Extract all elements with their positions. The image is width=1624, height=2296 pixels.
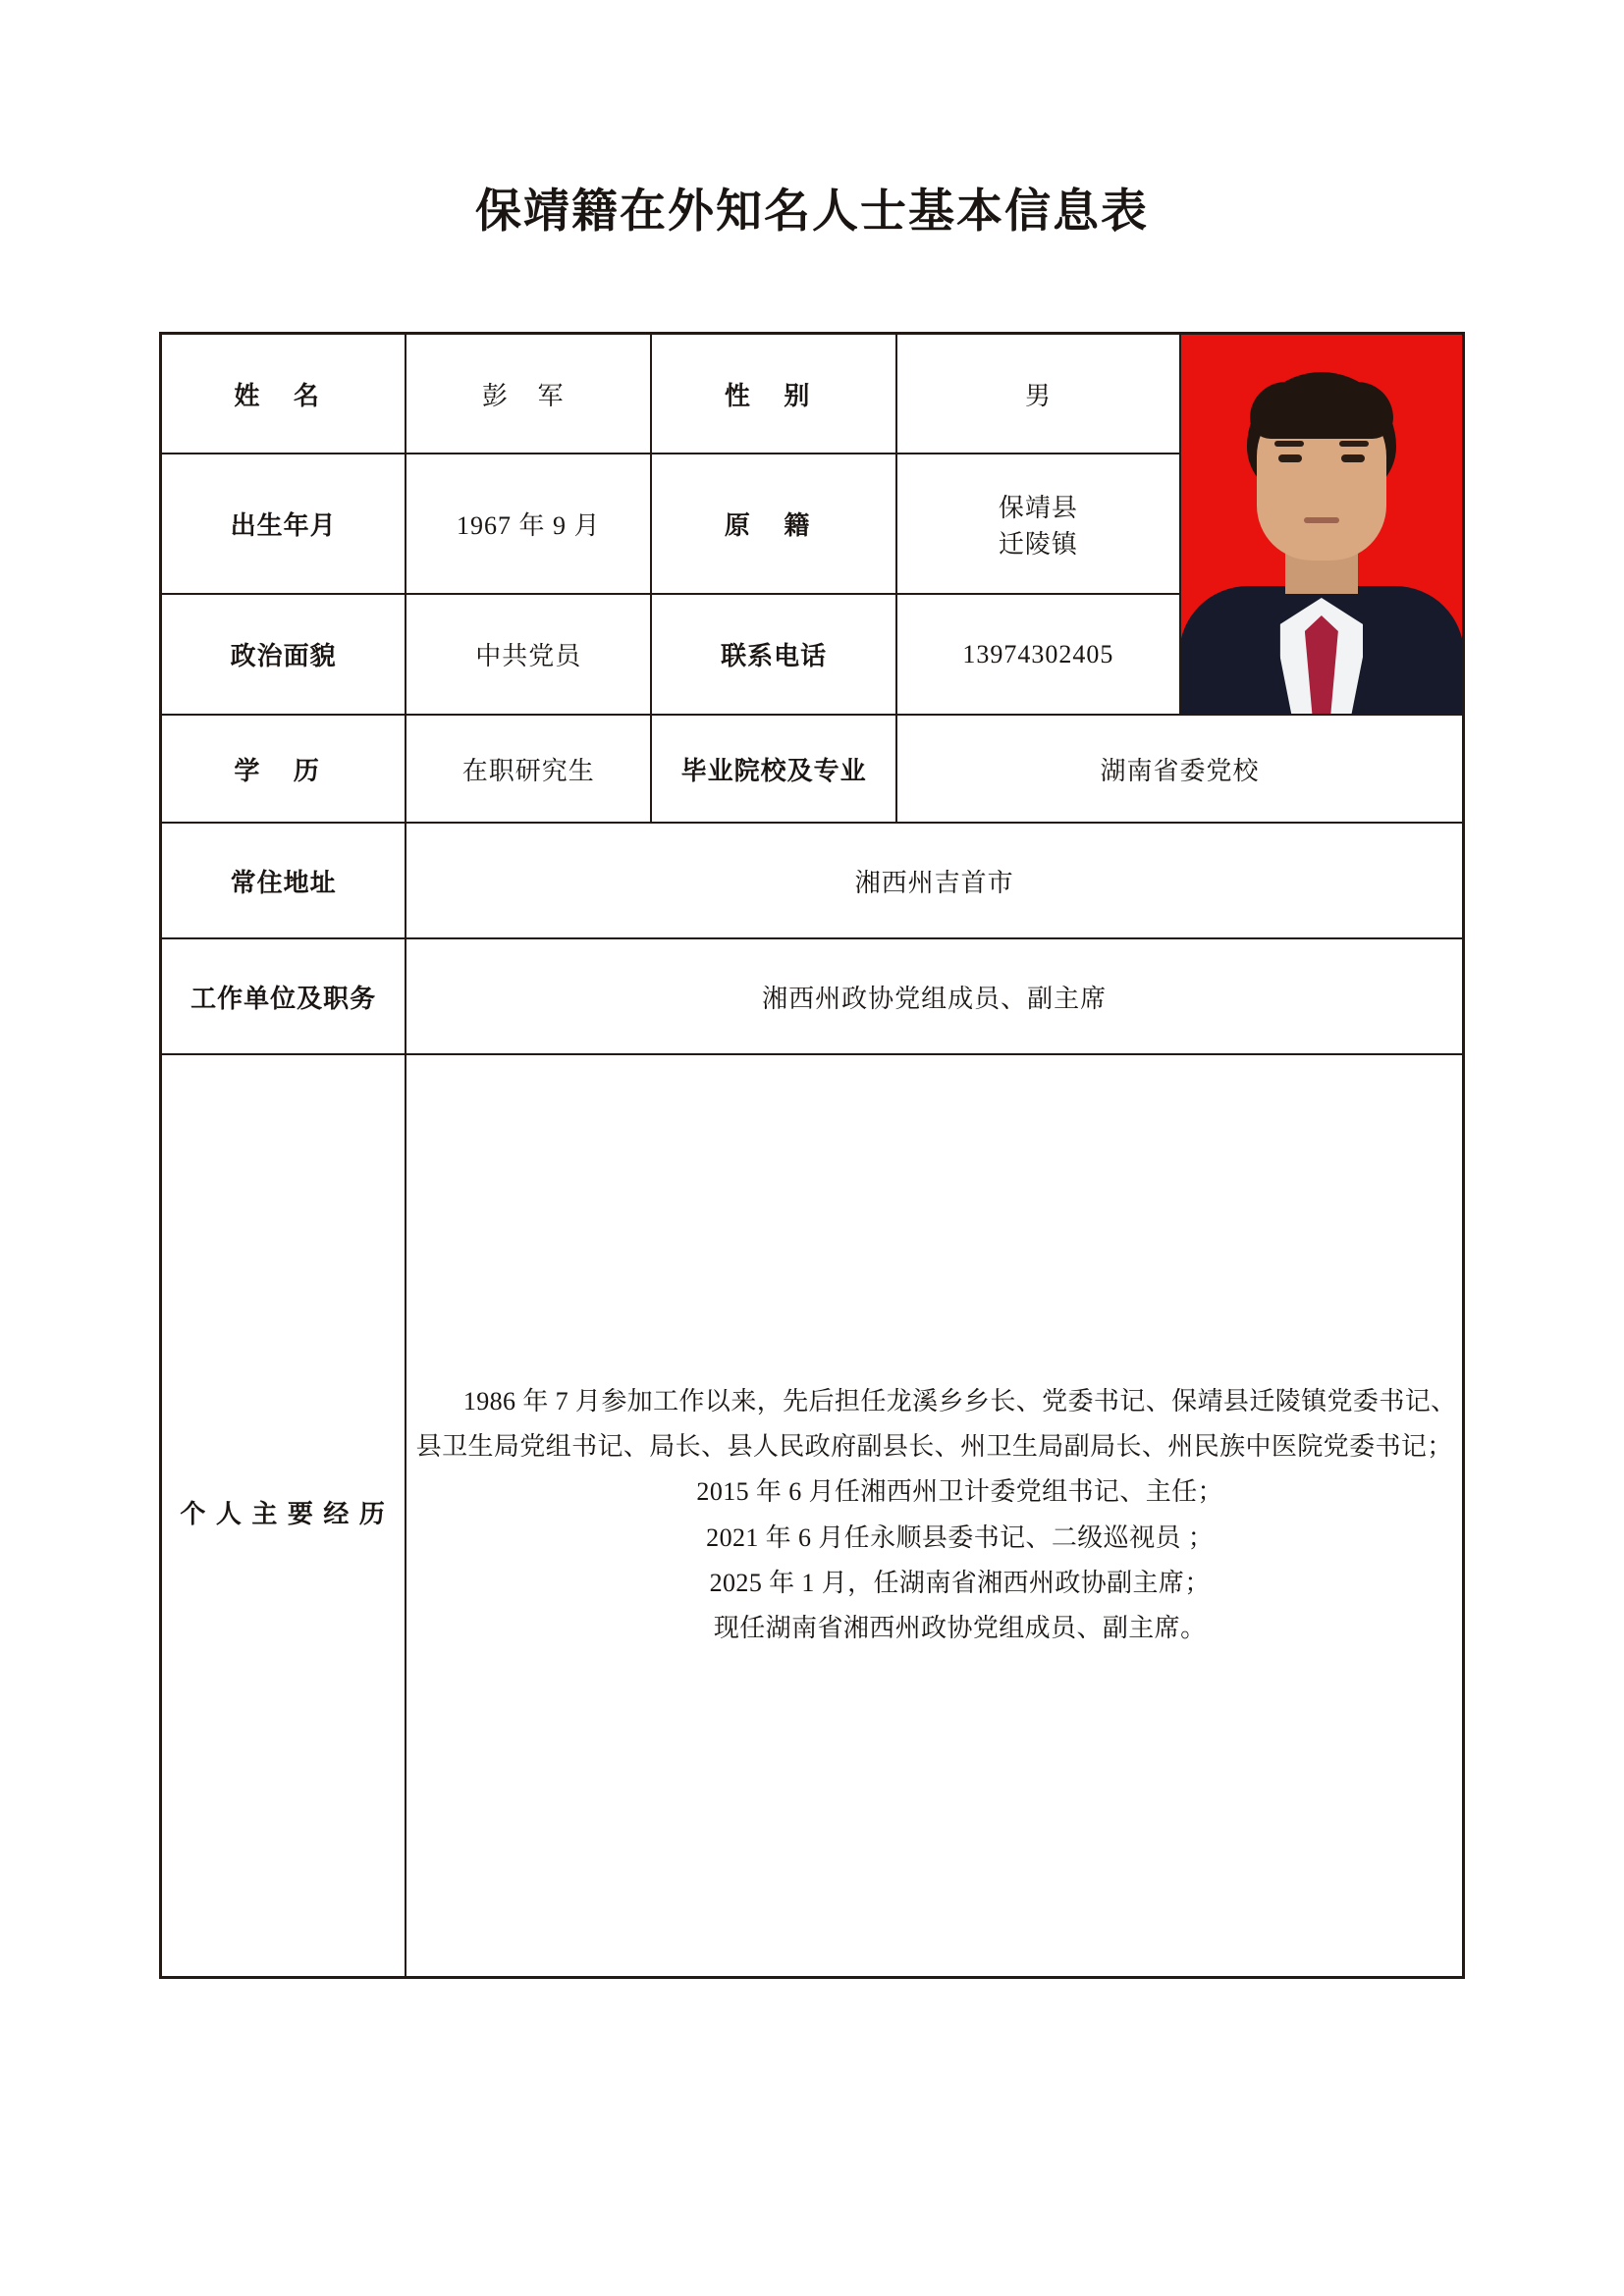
- biography-text: [406, 1379, 1462, 1652]
- cell-address-label: [161, 823, 406, 938]
- cell-school-label: [651, 715, 896, 823]
- cell-origin-value: [896, 454, 1180, 594]
- origin-label: 原 籍: [724, 511, 824, 541]
- biography-paragraph-2: 2015 年 6 月任湘西州卫计委党组书记、主任；: [696, 1477, 1223, 1507]
- school-value: 湖南省委党校: [1100, 756, 1260, 785]
- political-status-value: 中共党员: [475, 642, 582, 671]
- cell-biography-body: [406, 1054, 1463, 1977]
- education-value: 在职研究生: [461, 756, 595, 785]
- cell-name-value: [406, 334, 651, 454]
- photo-eyebrow-right-shape: [1339, 441, 1369, 447]
- cell-origin-label: [651, 454, 896, 594]
- cell-workunit-label: [161, 938, 406, 1054]
- biography-paragraph-3: 2021 年 6 月任永顺县委书记、二级巡视员 ；: [706, 1522, 1215, 1552]
- cell-name-label: [161, 334, 406, 454]
- photo-fringe-shape: [1250, 382, 1393, 439]
- name-label: 姓 名: [234, 381, 333, 410]
- cell-birth-label: [161, 454, 406, 594]
- table-row: [161, 334, 1464, 454]
- origin-value-line1: 保靖县: [998, 493, 1078, 522]
- phone-label: 联系电话: [721, 642, 828, 671]
- photo-mouth-shape: [1304, 517, 1339, 523]
- table-row: [161, 823, 1464, 938]
- table-row: [161, 938, 1464, 1054]
- cell-phone-value: [896, 594, 1180, 715]
- cell-biography-label: [161, 1054, 406, 1977]
- cell-birth-value: [406, 454, 651, 594]
- biography-label: 个 人 主 要 经 历: [180, 1500, 387, 1529]
- origin-value-line2: 迁陵镇: [998, 529, 1078, 559]
- cell-political-value: [406, 594, 651, 715]
- cell-education-label: [161, 715, 406, 823]
- cell-school-value: [896, 715, 1463, 823]
- name-value: 彭 军: [482, 381, 575, 410]
- school-label: 毕业院校及专业: [680, 756, 867, 785]
- personal-info-table: [159, 332, 1465, 1979]
- work-unit-value: 湘西州政协党组成员、副主席: [762, 984, 1108, 1013]
- photo-eye-right-shape: [1341, 454, 1365, 462]
- biography-paragraph-5: 现任湖南省湘西州政协党组成员、副主席。: [713, 1614, 1207, 1643]
- cell-portrait-photo: [1180, 334, 1464, 716]
- birth-label: 出生年月: [230, 511, 337, 541]
- cell-address-value: [406, 823, 1463, 938]
- gender-value: 男: [1024, 381, 1052, 410]
- work-unit-label: 工作单位及职务: [190, 984, 377, 1013]
- portrait-photo: [1181, 335, 1462, 714]
- address-label: 常住地址: [230, 868, 337, 897]
- education-label: 学 历: [234, 756, 333, 785]
- biography-paragraph-1: 1986 年 7 月参加工作以来，先后担任龙溪乡乡长、党委书记、保靖县迁陵镇党委书记、县卫生局党组书记、局长、县人民政府副县长、州卫生局副局长、州民族中医院党委书记；: [415, 1386, 1457, 1462]
- birth-value: 1967 年 9 月: [457, 511, 601, 541]
- cell-education-value: [406, 715, 651, 823]
- page-title: 保靖籍在外知名人士基本信息表: [475, 187, 1149, 238]
- address-value: 湘西州吉首市: [854, 868, 1014, 897]
- cell-phone-label: [651, 594, 896, 715]
- cell-gender-value: [896, 334, 1180, 454]
- cell-gender-label: [651, 334, 896, 454]
- gender-label: 性 别: [724, 381, 824, 410]
- political-status-label: 政治面貌: [230, 642, 337, 671]
- cell-political-label: [161, 594, 406, 715]
- cell-workunit-value: [406, 938, 1463, 1054]
- table-row: [161, 1054, 1464, 1977]
- photo-eyebrow-left-shape: [1274, 441, 1304, 447]
- table-row: [161, 715, 1464, 823]
- phone-value: 13974302405: [962, 639, 1114, 668]
- biography-paragraph-4: 2025 年 1 月，任湖南省湘西州政协副主席；: [709, 1569, 1211, 1598]
- photo-eye-left-shape: [1278, 454, 1302, 462]
